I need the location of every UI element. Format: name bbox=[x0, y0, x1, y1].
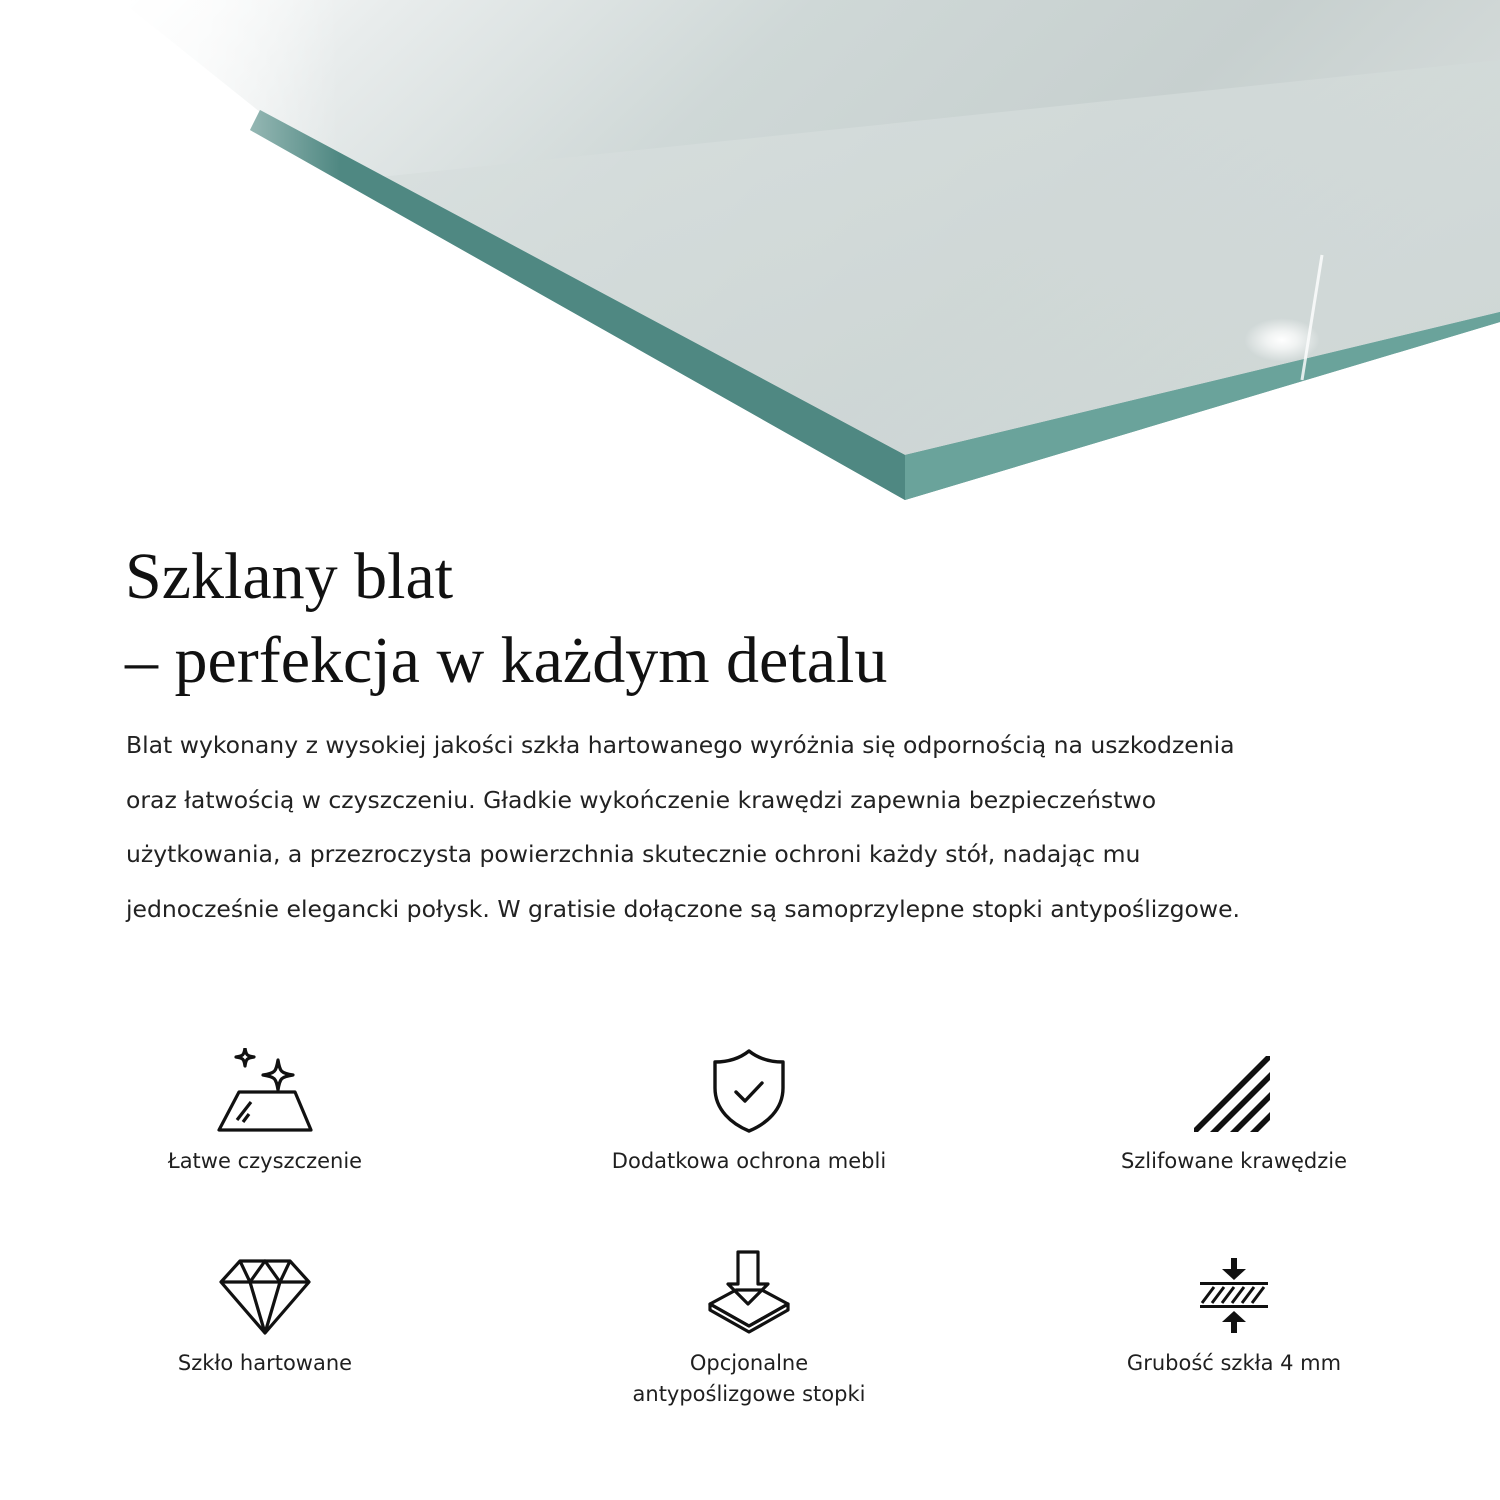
diamond-icon bbox=[218, 1258, 312, 1336]
thickness-arrows-icon bbox=[1198, 1256, 1270, 1336]
feature-polished-edges bbox=[1054, 1040, 1414, 1177]
feature-label: Grubość szkła 4 mm bbox=[1126, 1351, 1342, 1375]
glass-tabletop-image bbox=[0, 0, 1500, 530]
feature-easy-cleaning bbox=[85, 1040, 445, 1177]
feature-label-line: Opcjonalne bbox=[689, 1351, 809, 1375]
feature-anti-slip-pads bbox=[569, 1242, 929, 1410]
product-description bbox=[126, 718, 1240, 936]
shield-check-icon bbox=[711, 1048, 787, 1134]
page-title-line-1: Szklany blat bbox=[125, 540, 454, 613]
feature-label bbox=[569, 1348, 929, 1410]
feature-label: Szkło hartowane bbox=[177, 1351, 353, 1375]
description-line: oraz łatwością w czyszczeniu. Gładkie wykończenie krawędzi zapewnia bezpieczeństwo bbox=[126, 785, 1157, 814]
feature-label: Dodatkowa ochrona mebli bbox=[611, 1149, 887, 1173]
feature-label: Szlifowane krawędzie bbox=[1120, 1149, 1348, 1173]
feature-glass-thickness bbox=[1054, 1242, 1414, 1379]
description-line: Blat wykonany z wysokiej jakości szkła hartowanego wyróżnia się odpornością na uszkodzenia bbox=[126, 731, 1235, 759]
description-line: jednocześnie elegancki połysk. W gratisie dołączone są samoprzylepne stopki antypoślizgowe. bbox=[126, 894, 1241, 923]
feature-label-line: antypoślizgowe stopki bbox=[632, 1382, 866, 1406]
description-line: użytkowania, a przezroczysta powierzchnia skutecznie ochroni każdy stół, nadając mu bbox=[126, 840, 1141, 868]
feature-furniture-protection bbox=[569, 1040, 929, 1177]
feature-tempered-glass bbox=[85, 1242, 445, 1379]
diagonal-lines-icon bbox=[1194, 1054, 1274, 1134]
page-title bbox=[125, 535, 887, 703]
sparkling-surface-icon bbox=[215, 1048, 315, 1134]
feature-label: Łatwe czyszczenie bbox=[167, 1149, 363, 1173]
pad-arrow-down-icon bbox=[706, 1250, 792, 1336]
page-title-line-2: – perfekcja w każdym detalu bbox=[125, 624, 888, 697]
